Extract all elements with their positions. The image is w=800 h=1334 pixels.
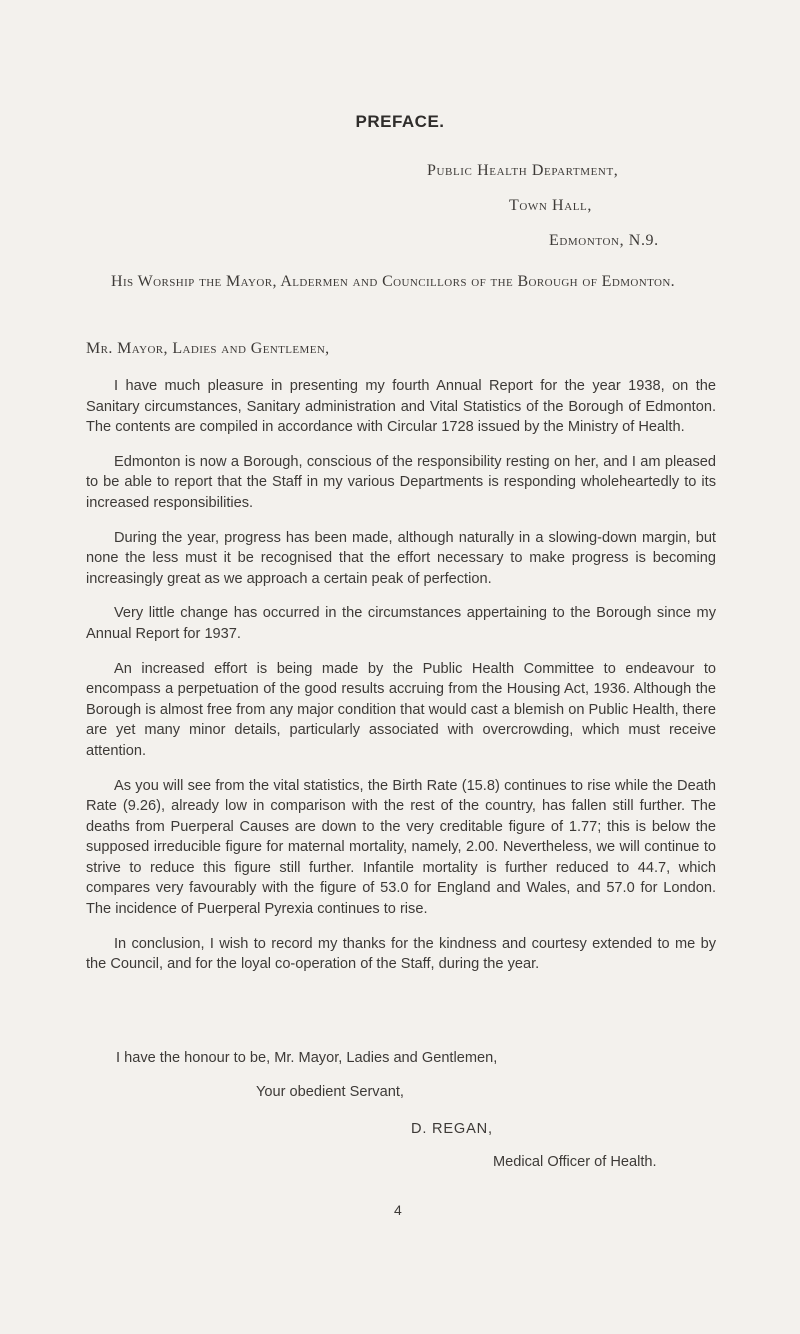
closing-line: I have the honour to be, Mr. Mayor, Ladies and Gentlemen, bbox=[116, 1050, 498, 1066]
closing-servant: Your obedient Servant, bbox=[256, 1084, 404, 1100]
paragraph: During the year, progress has been made, although naturally in a slowing-down margin, but none the less must it be recognised that the effort necessary to make progress is becoming increasingly great as we approach a certain peak of perfection. bbox=[86, 529, 716, 587]
paragraph: An increased effort is being made by the Public Health Committee to endeavour to encompass a perpetuation of the good results accruing from the Housing Act, 1936. Although the Borough is almost free from any major condition that would cast a blemish on Public Health, there are yet many minor details, particularly associated with overcrowding, which must receive attention. bbox=[86, 660, 716, 759]
addressee: His Worship the Mayor, Aldermen and Councillors of the Borough of Edmonton. bbox=[111, 273, 676, 290]
signature-name: D. REGAN, bbox=[411, 1121, 493, 1137]
paragraph: Very little change has occurred in the circumstances appertaining to the Borough since my Annual Report for 1937. bbox=[86, 605, 716, 642]
paragraph: Edmonton is now a Borough, conscious of the responsibility resting on her, and I am pleased to be able to report that the Staff in my various Departments is responding wholeheartedly to its increased responsibilities. bbox=[86, 453, 716, 511]
address-line-town-hall: Town Hall, bbox=[509, 197, 592, 214]
body-text bbox=[86, 376, 716, 989]
address-line-department: Public Health Department, bbox=[427, 162, 619, 179]
page-title: PREFACE. bbox=[355, 112, 445, 131]
paragraph: In conclusion, I wish to record my thanks for the kindness and courtesy extended to me by the Council, and for the loyal co-operation of the Staff, during the year. bbox=[86, 935, 716, 973]
paragraph: As you will see from the vital statistics, the Birth Rate (15.8) continues to rise while the Death Rate (9.26), already low in comparison with the rest of the country, has fallen still further. The deaths from Puerperal Causes are down to the very creditable figure of 1.77; this is below the supposed irreducible figure for maternal mortality, namely, 2.00. Nevertheless, we will continue to strive to reduce this figure still further. Infantile mortality is further reduced to 44.7, which compares very favourably with the figure of 53.0 for England and Wales, and 57.0 for London. The incidence of Puerperal Pyrexia continues to rise. bbox=[86, 777, 716, 918]
salutation: Mr. Mayor, Ladies and Gentlemen, bbox=[86, 340, 330, 357]
page-number: 4 bbox=[394, 1202, 402, 1218]
paragraph: I have much pleasure in presenting my fourth Annual Report for the year 1938, on the Sanitary circumstances, Sanitary administration and Vital Statistics of the Borough of Edmonton. The contents are compiled in accordance with Circular 1728 issued by the Ministry of Health. bbox=[86, 378, 716, 436]
signature-role: Medical Officer of Health. bbox=[493, 1154, 657, 1170]
address-line-locality: Edmonton, N.9. bbox=[549, 232, 659, 249]
